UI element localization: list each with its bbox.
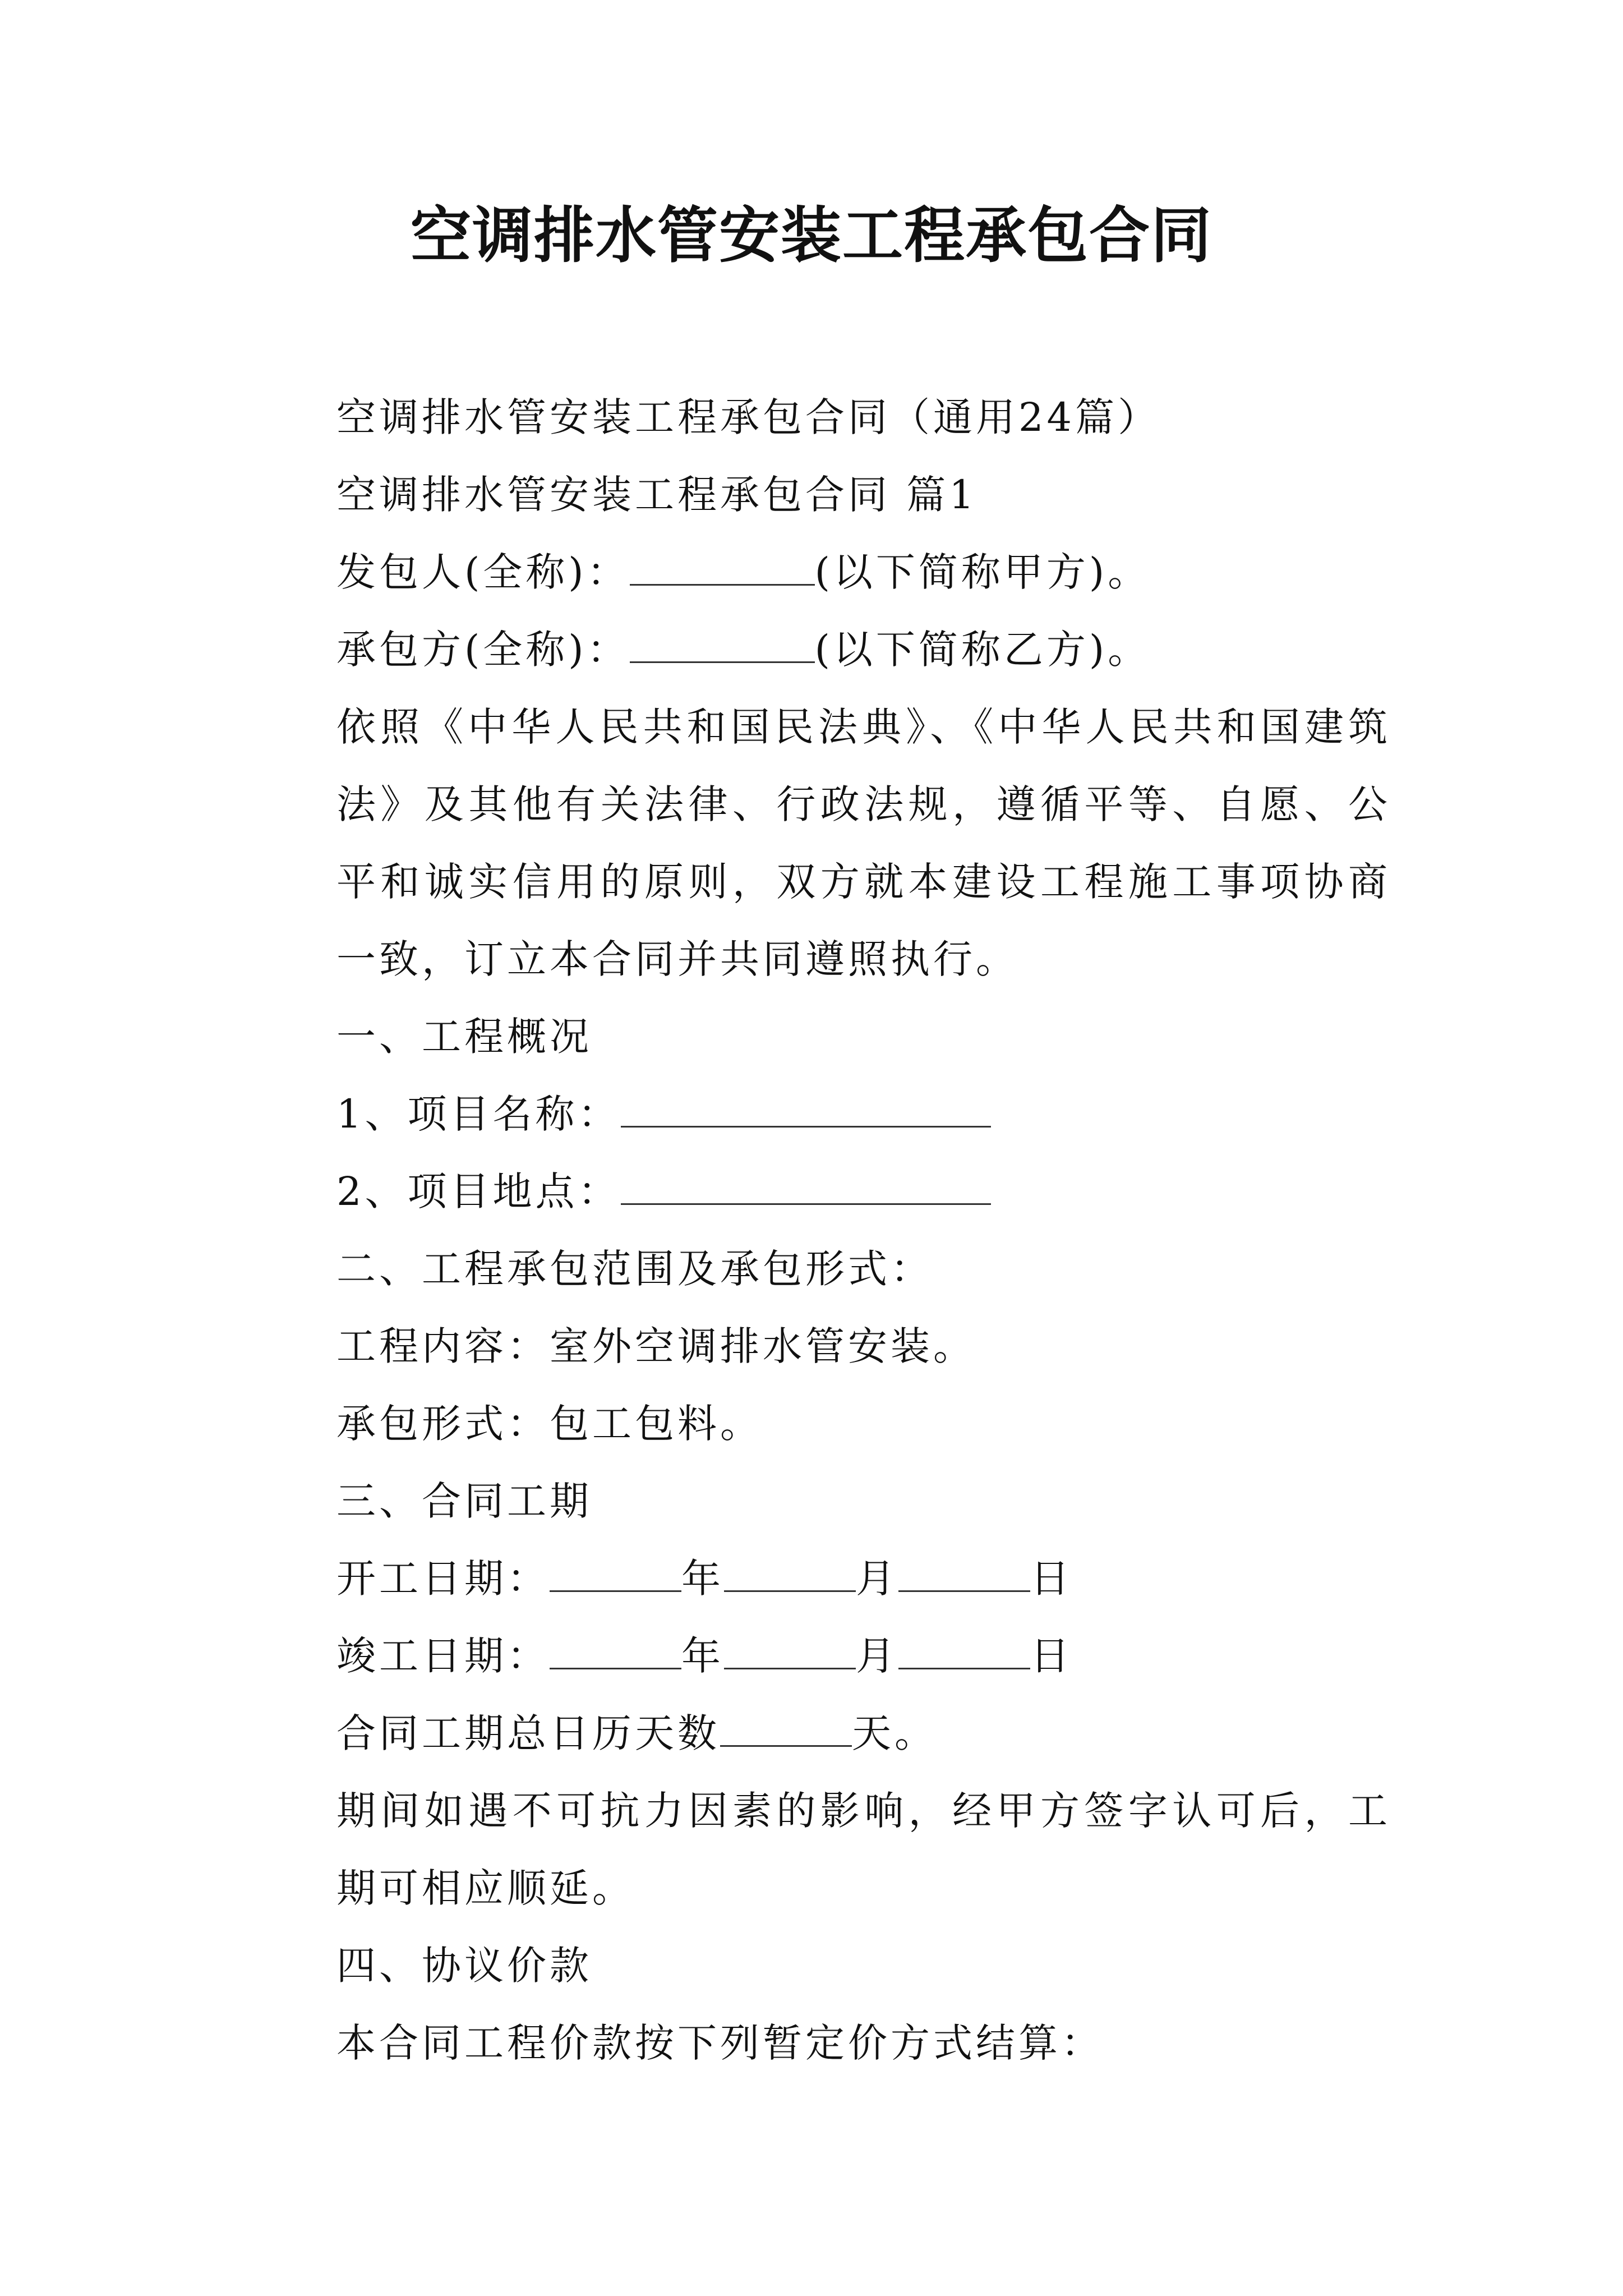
party-b-blank[interactable] bbox=[630, 628, 815, 663]
party-a-line bbox=[250, 533, 1391, 611]
legal-basis-paragraph: 依照《中华人民共和国民法典》、《中华人民共和国建筑法》及其他有关法律、行政法规，遵循平等、自愿、公平和诚实信用的原则，双方就本建设工程施工事项协商一致，订立本合同并共同遵照执行。 bbox=[336, 704, 1391, 982]
start-year-blank[interactable] bbox=[550, 1557, 681, 1592]
total-days-line bbox=[250, 1695, 1391, 1772]
end-month-blank[interactable] bbox=[724, 1634, 856, 1669]
year-label: 年 bbox=[681, 1633, 724, 1679]
end-date-line bbox=[250, 1617, 1391, 1695]
end-day-blank[interactable] bbox=[898, 1634, 1030, 1669]
total-days-suffix: 天。 bbox=[852, 1710, 937, 1756]
project-location-line bbox=[250, 1153, 1391, 1230]
day-label: 日 bbox=[1030, 1556, 1073, 1602]
day-label: 日 bbox=[1030, 1633, 1073, 1679]
document-body bbox=[250, 379, 1391, 2082]
delay-paragraph: 期间如遇不可抗力因素的影响，经甲方签字认可后，工期可相应顺延。 bbox=[336, 1788, 1391, 1911]
part-heading: 空调排水管安装工程承包合同 篇1 bbox=[336, 472, 978, 518]
party-b-label: 承包方(全称)： bbox=[336, 627, 630, 673]
section-4-heading: 四、协议价款 bbox=[336, 1943, 592, 1989]
party-b-suffix: (以下简称乙方)。 bbox=[814, 627, 1151, 673]
contract-form-line: 承包形式：包工包料。 bbox=[336, 1401, 763, 1447]
party-a-blank[interactable] bbox=[630, 550, 815, 586]
project-name-blank[interactable] bbox=[621, 1092, 991, 1128]
start-date-line bbox=[250, 1540, 1391, 1617]
subtitle-line: 空调排水管安装工程承包合同（通用24篇） bbox=[336, 394, 1161, 440]
project-name-line bbox=[250, 1075, 1391, 1153]
month-label: 月 bbox=[856, 1556, 898, 1602]
project-name-label: 1、项目名称： bbox=[336, 1091, 621, 1137]
party-b-line bbox=[250, 611, 1391, 688]
document-title: 空调排水管安装工程承包合同 bbox=[410, 200, 1212, 271]
total-days-label: 合同工期总日历天数 bbox=[336, 1710, 720, 1756]
project-location-label: 2、项目地点： bbox=[336, 1168, 621, 1214]
year-label: 年 bbox=[681, 1556, 724, 1602]
end-date-label: 竣工日期： bbox=[336, 1633, 550, 1679]
start-month-blank[interactable] bbox=[724, 1557, 856, 1592]
month-label: 月 bbox=[856, 1633, 898, 1679]
party-a-label: 发包人(全称)： bbox=[336, 549, 630, 595]
section-1-heading: 一、工程概况 bbox=[336, 1014, 592, 1060]
settlement-line: 本合同工程价款按下列暂定价方式结算： bbox=[336, 2020, 1104, 2066]
section-2-heading: 二、工程承包范围及承包形式： bbox=[336, 1246, 933, 1292]
work-content-line: 工程内容：室外空调排水管安装。 bbox=[336, 1323, 976, 1369]
start-day-blank[interactable] bbox=[898, 1557, 1030, 1592]
project-location-blank[interactable] bbox=[621, 1170, 991, 1205]
end-year-blank[interactable] bbox=[550, 1634, 681, 1669]
section-3-heading: 三、合同工期 bbox=[336, 1478, 592, 1524]
total-days-blank[interactable] bbox=[720, 1711, 852, 1747]
start-date-label: 开工日期： bbox=[336, 1556, 550, 1602]
party-a-suffix: (以下简称甲方)。 bbox=[814, 549, 1151, 595]
